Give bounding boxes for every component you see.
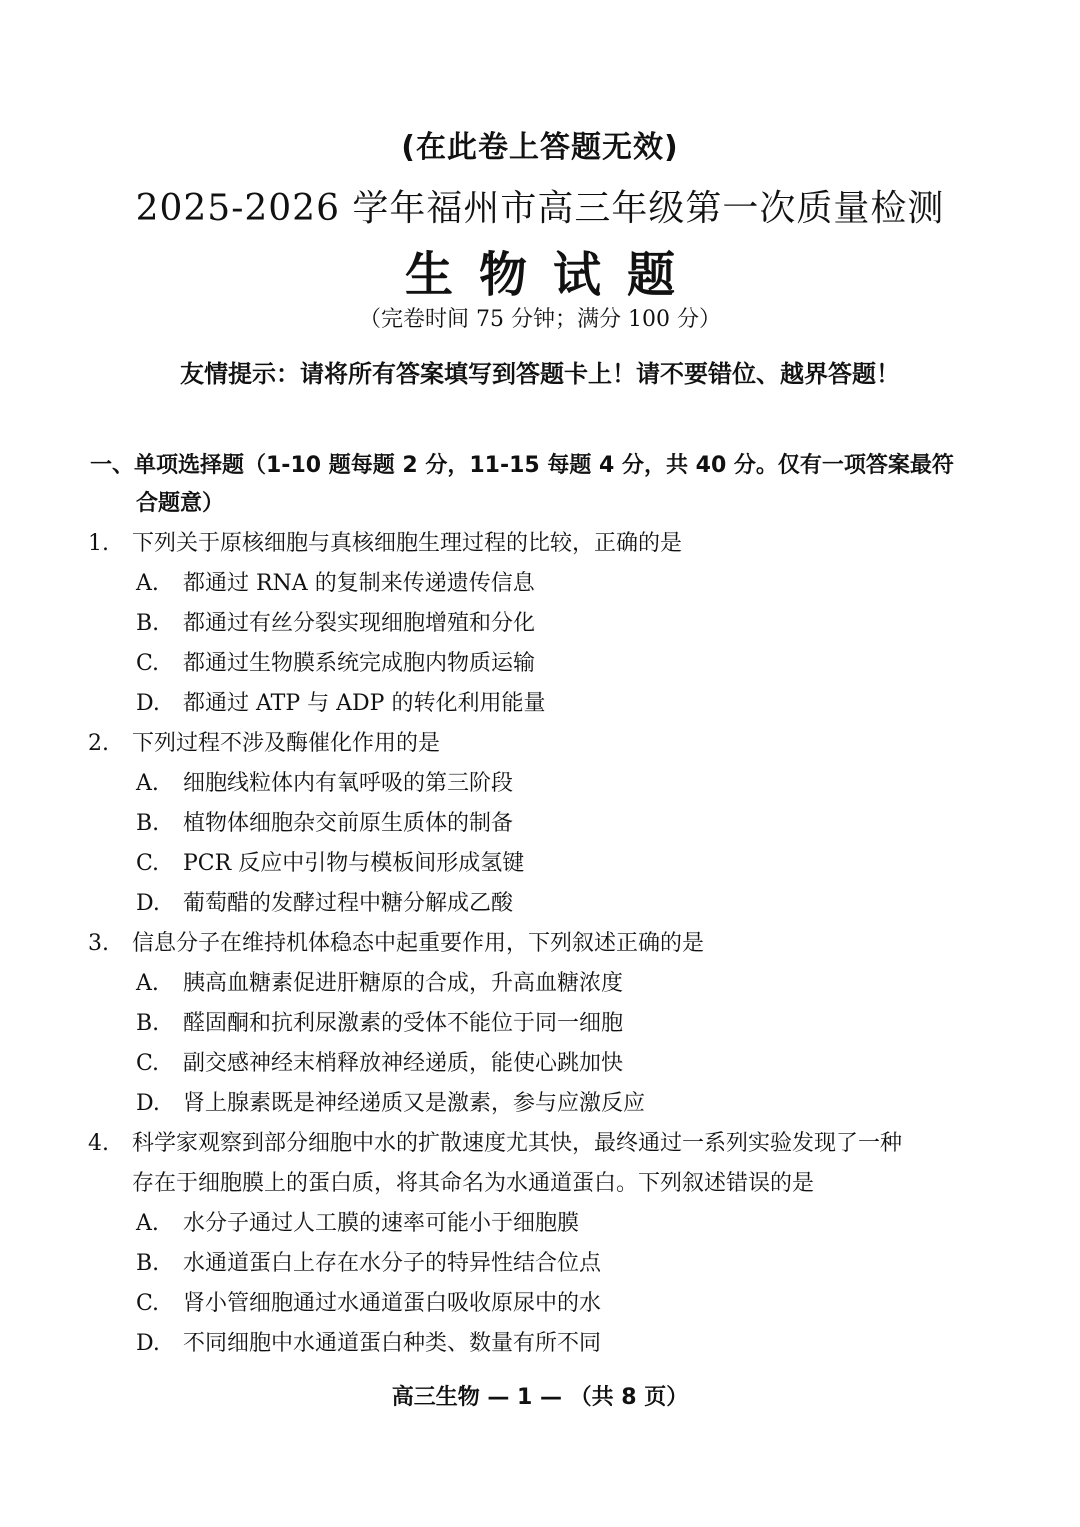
option-a <box>88 964 988 1004</box>
option-text: 细胞线粒体内有氧呼吸的第三阶段 <box>183 771 514 796</box>
option-letter: A. <box>136 971 159 996</box>
option-text: 都通过 RNA 的复制来传递遗传信息 <box>183 571 535 596</box>
option-text: 胰高血糖素促进肝糖原的合成，升高血糖浓度 <box>183 971 624 996</box>
question-2 <box>88 724 988 924</box>
question-stem: 科学家观察到部分细胞中水的扩散速度尤其快，最终通过一系列实验发现了一种 <box>132 1131 903 1156</box>
option-letter: B. <box>136 1251 160 1276</box>
question-number: 4. <box>88 1131 109 1156</box>
option-c <box>88 644 988 684</box>
option-letter: A. <box>136 771 159 796</box>
option-a <box>88 1204 988 1244</box>
option-a <box>88 564 988 604</box>
friendly-tip: 友情提示：请将所有答案填写到答题卡上！请不要错位、越界答题！ <box>180 360 900 388</box>
question-4 <box>88 1124 988 1364</box>
option-text: 肾小管细胞通过水通道蛋白吸收原尿中的水 <box>183 1291 602 1316</box>
exam-duration-score: （完卷时间 75 分钟；满分 100 分） <box>359 307 721 332</box>
option-text: 葡萄醋的发酵过程中糖分解成乙酸 <box>183 891 514 916</box>
question-number: 1. <box>88 531 109 556</box>
question-stem: 信息分子在维持机体稳态中起重要作用，下列叙述正确的是 <box>132 931 705 956</box>
invalid-answer-notice: (在此卷上答题无效) <box>401 130 679 165</box>
option-d <box>88 1324 988 1364</box>
option-letter: B. <box>136 1011 160 1036</box>
option-letter: D. <box>136 1091 160 1116</box>
option-b <box>88 604 988 644</box>
option-d <box>88 884 988 924</box>
option-text: 植物体细胞杂交前原生质体的制备 <box>183 811 514 836</box>
option-letter: C. <box>136 1291 160 1316</box>
option-a <box>88 764 988 804</box>
subject-title: 生物试题 <box>404 247 701 303</box>
option-c <box>88 1044 988 1084</box>
section-heading <box>90 447 990 523</box>
option-letter: D. <box>136 1331 160 1356</box>
option-letter: C. <box>136 851 160 876</box>
option-letter: B. <box>136 611 160 636</box>
option-text: 水分子通过人工膜的速率可能小于细胞膜 <box>183 1211 580 1236</box>
question-stem-continuation: 存在于细胞膜上的蛋白质，将其命名为水通道蛋白。下列叙述错误的是 <box>132 1171 815 1196</box>
option-c <box>88 1284 988 1324</box>
option-c <box>88 844 988 884</box>
question-1 <box>88 524 988 724</box>
option-text: 肾上腺素既是神经递质又是激素，参与应激反应 <box>183 1091 646 1116</box>
exam-title: 2025-2026 学年福州市高三年级第一次质量检测 <box>135 188 945 229</box>
question-stem: 下列过程不涉及酶催化作用的是 <box>132 731 441 756</box>
section-heading-line2: 合题意） <box>136 491 225 516</box>
option-letter: C. <box>136 1051 160 1076</box>
option-text: 都通过有丝分裂实现细胞增殖和分化 <box>183 611 536 636</box>
question-3 <box>88 924 988 1124</box>
option-b <box>88 1004 988 1044</box>
section-heading-line1: 一、单项选择题（1-10 题每题 2 分，11-15 每题 4 分，共 40 分。仅有一项答案最符 <box>90 453 954 478</box>
option-d <box>88 684 988 724</box>
option-text: 不同细胞中水通道蛋白种类、数量有所不同 <box>183 1331 602 1356</box>
option-letter: D. <box>136 891 160 916</box>
option-letter: A. <box>136 1211 159 1236</box>
question-number: 3. <box>88 931 109 956</box>
option-letter: C. <box>136 651 160 676</box>
option-letter: B. <box>136 811 160 836</box>
option-d <box>88 1084 988 1124</box>
option-text: PCR 反应中引物与模板间形成氢键 <box>183 851 525 876</box>
question-stem: 下列关于原核细胞与真核细胞生理过程的比较，正确的是 <box>132 531 683 556</box>
option-text: 都通过生物膜系统完成胞内物质运输 <box>183 651 536 676</box>
page-footer: 高三生物 — 1 — （共 8 页） <box>391 1385 689 1410</box>
option-text: 醛固酮和抗利尿激素的受体不能位于同一细胞 <box>183 1011 624 1036</box>
option-b <box>88 1244 988 1284</box>
option-text: 都通过 ATP 与 ADP 的转化利用能量 <box>183 691 546 716</box>
option-letter: A. <box>136 571 159 596</box>
question-list <box>88 524 988 1364</box>
option-text: 副交感神经末梢释放神经递质，能使心跳加快 <box>183 1051 624 1076</box>
question-number: 2. <box>88 731 109 756</box>
option-text: 水通道蛋白上存在水分子的特异性结合位点 <box>183 1251 602 1276</box>
option-b <box>88 804 988 844</box>
option-letter: D. <box>136 691 160 716</box>
